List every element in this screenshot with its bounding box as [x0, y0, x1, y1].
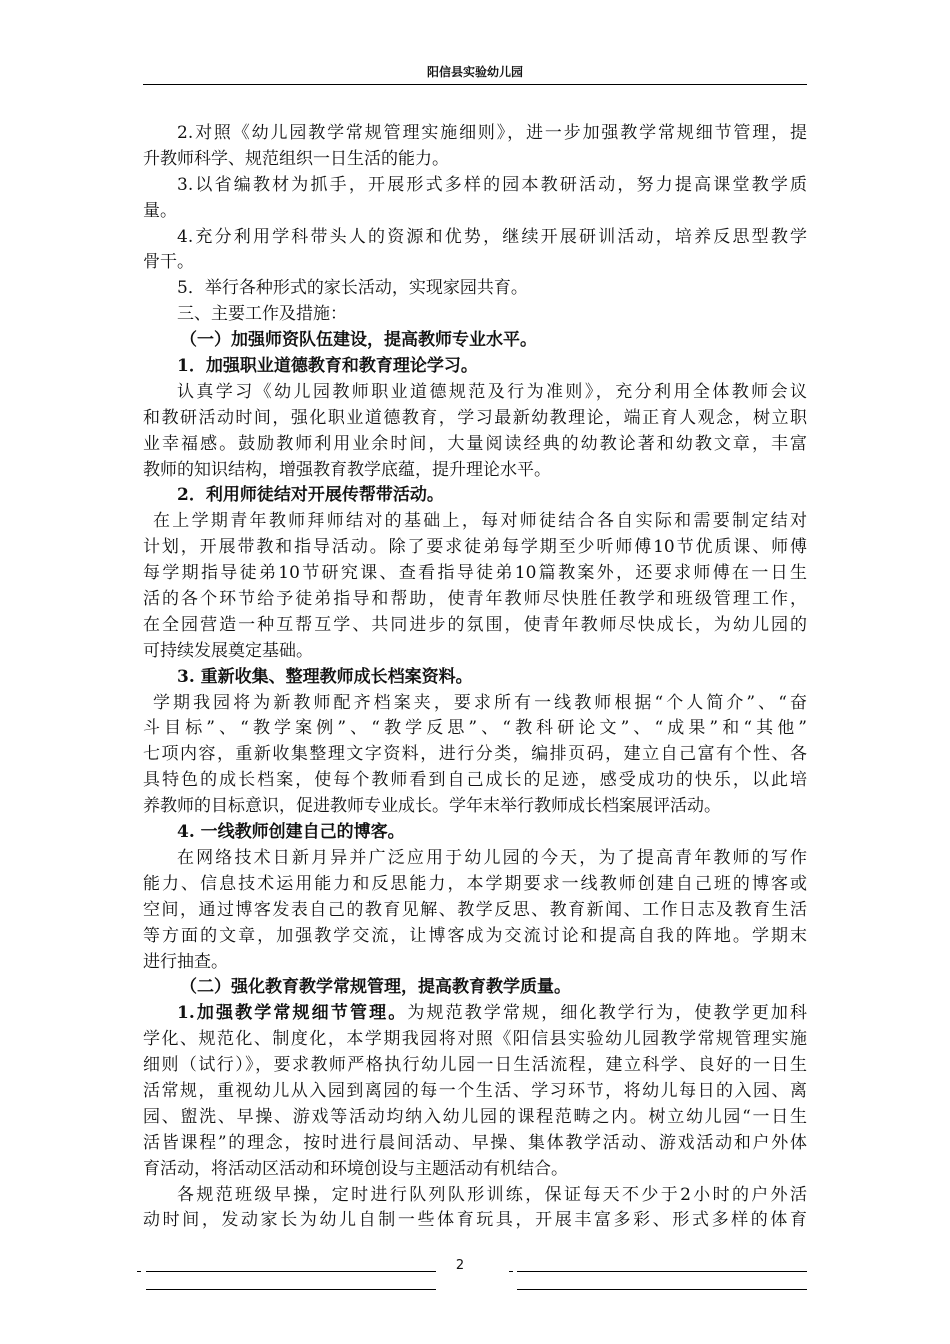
item-heading-inline: 1.加强教学常规细节管理。 — [177, 1003, 408, 1024]
paragraph-line: 4.充分利用学科带头人的资源和优势，继续开展研训活动，培养反思型教学 — [177, 226, 807, 247]
paragraph-line: 具特色的成长档案，使每个教师看到自己成长的足迹，感受成功的快乐，以此培 — [143, 770, 807, 791]
section-heading: 三、主要工作及措施： — [177, 304, 347, 325]
paragraph-line: 在全园营造一种互帮互学、共同进步的氛围，使青年教师尽快成长，为幼儿园的 — [143, 614, 807, 635]
item-heading: 2．利用师徒结对开展传帮带活动。 — [177, 485, 444, 506]
paragraph-line: 教师的知识结构，增强教育教学底蕴，提升理论水平。 — [143, 459, 551, 480]
paragraph-line: 2.对照《幼儿园教学常规管理实施细则》，进一步加强教学常规细节管理，提 — [177, 123, 807, 143]
paragraph-line: 斗目标”、“教学案例”、“教学反思”、“教科研论文”、“成果”和“其他” — [143, 718, 807, 739]
paragraph-line: 和教研活动时间，强化职业道德教育，学习最新幼教理论，端正育人观念，树立职 — [143, 407, 807, 428]
item-heading: 4. 一线教师创建自己的博客。 — [177, 822, 405, 843]
item-heading: 1．加强职业道德教育和教育理论学习。 — [177, 356, 478, 377]
paragraph-line: 空间，通过博客发表自己的教育见解、教学反思、教育新闻、工作日志及教育生活 — [143, 899, 807, 920]
paragraph-line: 可持续发展奠定基础。 — [143, 640, 313, 661]
item-heading: 3. 重新收集、整理教师成长档案资料。 — [177, 666, 473, 687]
paragraph-line: 细则（试行）》，要求教师严格执行幼儿园一日生活流程，建立科学、良好的一日生 — [143, 1055, 807, 1076]
document-body — [143, 121, 807, 1234]
footer-rule-left — [146, 1271, 436, 1272]
paragraph-line: 养教师的目标意识，促进教师专业成长。学年末举行教师成长档案展评活动。 — [143, 796, 721, 817]
paragraph-line: 活皆课程”的理念，按时进行晨间活动、早操、集体教学活动、游戏活动和户外体 — [143, 1132, 807, 1153]
paragraph-line: 等方面的文章，加强教学交流，让博客成为交流讨论和提高自我的阵地。学期末 — [143, 925, 807, 946]
paragraph-line: 动时间，发动家长为幼儿自制一些体育玩具，开展丰富多彩、形式多样的体育 — [143, 1210, 807, 1231]
paragraph-line: 育活动，将活动区活动和环境创设与主题活动有机结合。 — [143, 1158, 568, 1179]
subsection-heading: （二）强化教育教学常规管理，提高教育教学质量。 — [180, 977, 571, 998]
paragraph-line: 在上学期青年教师拜师结对的基础上，每对师徒结合各自实际和需要制定结对 — [153, 511, 807, 532]
paragraph-line: 量。 — [143, 200, 177, 221]
paragraph-line: 活常规，重视幼儿从入园到离园的每一个生活、学习环节，将幼儿每日的入园、离 — [143, 1080, 807, 1101]
footer-rule-left-lower — [146, 1289, 436, 1290]
paragraph-line: 3.以省编教材为抓手，开展形式多样的园本教研活动，努力提高课堂教学质 — [177, 174, 807, 195]
footer-rule-right — [517, 1271, 807, 1272]
paragraph-line: 能力、信息技术运用能力和反思能力，本学期要求一线教师创建自己班的博客或 — [143, 873, 807, 894]
paragraph-line: 5．举行各种形式的家长活动，实现家园共育。 — [177, 278, 528, 299]
footer-rule-right-lower — [517, 1289, 807, 1290]
paragraph-line: 骨干。 — [143, 252, 194, 273]
page-header — [143, 60, 807, 85]
paragraph-line: 认真学习《幼儿园教师职业道德规范及行为准则》，充分利用全体教师会议 — [177, 381, 807, 402]
paragraph-line: 七项内容，重新收集整理文字资料，进行分类，编排页码，建立自己富有个性、各 — [143, 744, 807, 765]
paragraph-line: 园、盥洗、早操、游戏等活动均纳入幼儿园的课程范畴之内。树立幼儿园“一日生 — [143, 1106, 807, 1127]
paragraph-text-inline: 为规范教学常规，细化教学行为，使教学更加科 — [407, 1003, 807, 1024]
page-number: 2 — [455, 1258, 465, 1273]
paragraph-line — [143, 1001, 807, 1027]
paragraph-line: 进行抽查。 — [143, 951, 228, 972]
paragraph-line: 业幸福感。鼓励教师利用业余时间，大量阅读经典的幼教论著和幼教文章，丰富 — [143, 433, 807, 454]
paragraph-line: 活的各个环节给予徒弟指导和帮助，使青年教师尽快胜任教学和班级管理工作， — [143, 589, 807, 610]
paragraph-line: 各规范班级早操，定时进行队列队形训练，保证每天不少于2小时的户外活 — [177, 1184, 807, 1205]
paragraph-line: 计划，开展带教和指导活动。除了要求徒弟每学期至少听师傅10节优质课、师傅 — [143, 537, 807, 558]
paragraph-line: 在网络技术日新月异并广泛应用于幼儿园的今天，为了提高青年教师的写作 — [177, 847, 807, 868]
footer-rule-dot — [509, 1271, 513, 1272]
paragraph-line: 每学期指导徒弟10节研究课、查看指导徒弟10篇教案外，还要求师傅在一日生 — [143, 563, 807, 584]
subsection-heading: （一）加强师资队伍建设，提高教师专业水平。 — [180, 330, 537, 351]
footer-rule-dot — [137, 1271, 141, 1272]
paragraph-line: 学化、规范化、制度化，本学期我园将对照《阳信县实验幼儿园教学常规管理实施 — [143, 1029, 807, 1050]
paragraph-line: 学期我园将为新教师配齐档案夹，要求所有一线教师根据“个人简介”、“奋 — [153, 692, 807, 713]
paragraph-line: 升教师科学、规范组织一日生活的能力。 — [143, 148, 449, 169]
header-title: 阳信县实验幼儿园 — [426, 65, 523, 79]
